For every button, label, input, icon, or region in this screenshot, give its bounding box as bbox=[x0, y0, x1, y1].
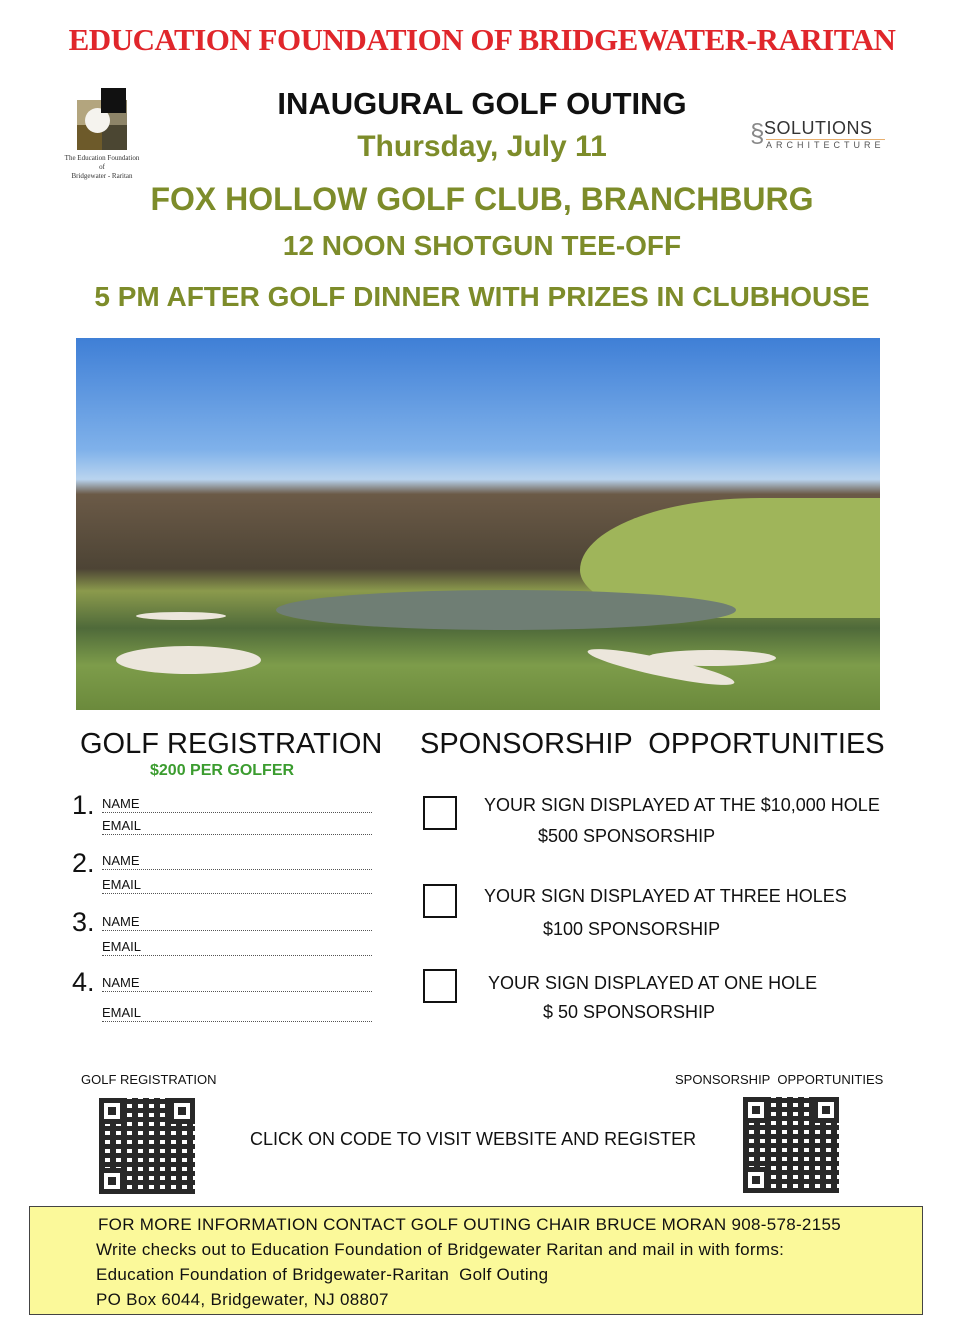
flyer-title: EDUCATION FOUNDATION OF BRIDGEWATER-RARITAN bbox=[68, 22, 896, 57]
sponsorship-checkbox-100[interactable] bbox=[423, 884, 457, 918]
sponsorship-option-price: $ 50 SPONSORSHIP bbox=[543, 1002, 716, 1022]
golfer-4-email-field[interactable]: EMAIL bbox=[102, 1005, 372, 1022]
event-dinner: 5 PM AFTER GOLF DINNER WITH PRIZES IN CLUBHOUSE bbox=[94, 281, 870, 312]
sponsorship-checkbox-50[interactable] bbox=[423, 969, 457, 1003]
registration-qr-code[interactable] bbox=[99, 1098, 195, 1194]
event-teeoff: 12 NOON SHOTGUN TEE-OFF bbox=[282, 230, 682, 261]
swirl-icon: § bbox=[750, 118, 765, 148]
golfer-1-email-field[interactable]: EMAIL bbox=[102, 818, 372, 835]
golfer-number: 3. bbox=[72, 907, 95, 937]
golfer-4-name-field[interactable]: NAME bbox=[102, 975, 372, 992]
contact-info-box bbox=[29, 1206, 923, 1315]
qr-left-label: GOLF REGISTRATION bbox=[81, 1072, 217, 1087]
info-line: Education Foundation of Bridgewater-Raritan Golf Outing bbox=[96, 1265, 549, 1284]
sponsorship-qr-code[interactable] bbox=[743, 1097, 839, 1193]
golfer-number: 2. bbox=[72, 848, 95, 878]
golfer-number: 4. bbox=[72, 967, 95, 997]
solutions-architecture-logo bbox=[748, 118, 885, 150]
sponsorship-checkbox-500[interactable] bbox=[423, 796, 457, 830]
golfer-1-name-field[interactable]: NAME bbox=[102, 796, 372, 813]
golfer-3-email-field[interactable]: EMAIL bbox=[102, 939, 372, 956]
event-venue: FOX HOLLOW GOLF CLUB, BRANCHBURG bbox=[150, 181, 814, 217]
sponsorship-option-price: $100 SPONSORSHIP bbox=[543, 919, 721, 939]
qr-right-label: SPONSORSHIP OPPORTUNITIES bbox=[675, 1072, 884, 1087]
logo-text: Bridgewater - Raritan bbox=[71, 172, 133, 180]
logo-text: The Education Foundation bbox=[64, 154, 140, 162]
registration-price: $200 PER GOLFER bbox=[150, 762, 295, 779]
event-date: Thursday, July 11 bbox=[357, 130, 607, 163]
registration-heading: GOLF REGISTRATION bbox=[80, 728, 383, 760]
golfer-number: 1. bbox=[72, 790, 95, 820]
logo-text: of bbox=[99, 163, 105, 171]
sponsorship-option-text: YOUR SIGN DISPLAYED AT THE $10,000 HOLE bbox=[484, 795, 880, 815]
sponsorship-option-text: YOUR SIGN DISPLAYED AT THREE HOLES bbox=[484, 886, 847, 906]
sponsor-logo-name: SOLUTIONS bbox=[764, 118, 873, 138]
golfer-3-name-field[interactable]: NAME bbox=[102, 914, 372, 931]
info-line: Write checks out to Education Foundation of Bridgewater Raritan and mail in with forms: bbox=[96, 1240, 785, 1259]
qr-cta: CLICK ON CODE TO VISIT WEBSITE AND REGISTER bbox=[250, 1129, 697, 1149]
sponsorship-heading: SPONSORSHIP OPPORTUNITIES bbox=[420, 728, 885, 760]
sponsor-logo-sub: ARCHITECTURE bbox=[766, 140, 885, 150]
info-line: PO Box 6044, Bridgewater, NJ 08807 bbox=[96, 1290, 389, 1309]
golfer-2-name-field[interactable]: NAME bbox=[102, 853, 372, 870]
info-line: FOR MORE INFORMATION CONTACT GOLF OUTING CHAIR BRUCE MORAN 908-578-2155 bbox=[98, 1215, 841, 1234]
golfer-2-email-field[interactable]: EMAIL bbox=[102, 877, 372, 894]
sponsorship-option-text: YOUR SIGN DISPLAYED AT ONE HOLE bbox=[488, 973, 818, 993]
event-name: INAUGURAL GOLF OUTING bbox=[277, 86, 687, 121]
sponsorship-option-price: $500 SPONSORSHIP bbox=[538, 826, 716, 846]
golf-course-photo bbox=[76, 338, 880, 710]
